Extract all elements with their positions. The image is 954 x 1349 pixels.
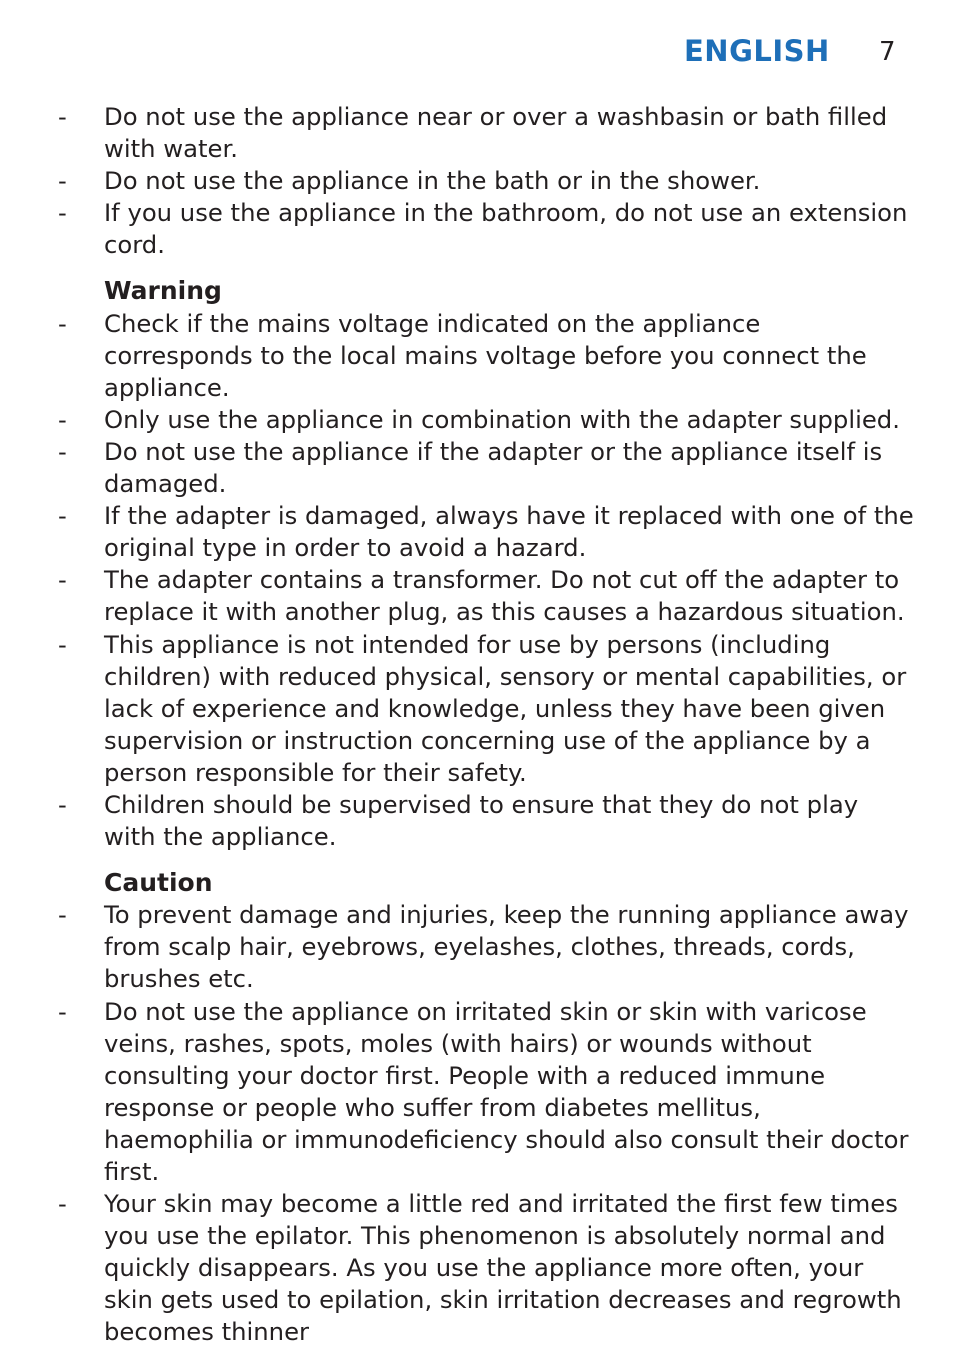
bullet-dash: - — [58, 789, 67, 819]
list-item-text: Do not use the appliance on irritated skin or skin with varicose veins, rashes, spots, moles (with hairs) or wounds without consulting your doctor first. People with a reduced immune response or people who suffer from diabetes mellitus, haemophilia or immunodeficiency should also consult their doctor first. — [104, 996, 909, 1186]
bullet-dash: - — [58, 102, 67, 131]
list-item — [0, 404, 954, 436]
list-item-text: To prevent damage and injuries, keep the running appliance away from scalp hair, eyebrows, eyelashes, clothes, threads, cords, brushes etc. — [104, 900, 909, 994]
language-heading: ENGLISH — [684, 34, 830, 68]
list-item-text: Do not use the appliance near or over a washbasin or bath filled with water. — [104, 102, 888, 164]
list-item — [0, 899, 954, 995]
bullet-dash: - — [58, 166, 67, 196]
bullet-dash: - — [58, 996, 67, 1026]
bullet-dash: - — [58, 308, 67, 338]
list-item — [0, 436, 954, 500]
section-intro — [0, 101, 954, 261]
list-item-text: Your skin may become a little red and irritated the first few times you use the epilator. This phenomenon is absolutely normal and quickly disappears. As you use the appliance more often, your skin gets used to epilation, skin irritation decreases and regrowth becomes thinner — [104, 1189, 902, 1347]
bullet-dash: - — [58, 501, 67, 531]
list-item-text: This appliance is not intended for use by persons (including children) with reduced physical, sensory or mental capabilities, or lack of experience and knowledge, unless they have been given supervision or instruction concerning use of the appliance by a person responsible for their safety. — [104, 629, 907, 787]
section-caution — [0, 867, 954, 1348]
bullet-dash: - — [58, 1189, 67, 1219]
section-title: Caution — [104, 868, 213, 898]
list-item — [0, 629, 954, 789]
list-item — [0, 308, 954, 404]
bullet-dash: - — [58, 900, 67, 930]
list-item — [0, 500, 954, 564]
bullet-dash: - — [58, 436, 67, 466]
list-item-text: Check if the mains voltage indicated on the appliance corresponds to the local mains voltage before you connect the appliance. — [104, 308, 867, 402]
list-item — [0, 564, 954, 628]
section-title: Warning — [104, 276, 222, 306]
list-item-text: If you use the appliance in the bathroom, do not use an extension cord. — [104, 198, 908, 260]
list-item — [0, 165, 954, 197]
list-item — [0, 197, 954, 261]
list-item-text: Children should be supervised to ensure that they do not play with the appliance. — [104, 789, 859, 852]
list-item-text: Do not use the appliance in the bath or in the shower. — [104, 166, 761, 196]
list-item-text: Do not use the appliance if the adapter or the appliance itself is damaged. — [104, 436, 883, 499]
section-warning — [0, 275, 954, 853]
list-item-text: If the adapter is damaged, always have it replaced with one of the original type in order to avoid a hazard. — [104, 501, 914, 563]
page-number: 7 — [879, 37, 896, 67]
bullet-dash: - — [58, 404, 67, 434]
list-item — [0, 1188, 954, 1348]
bullet-dash: - — [58, 565, 67, 595]
list-item — [0, 789, 954, 853]
list-item-text: The adapter contains a transformer. Do not cut off the adapter to replace it with another plug, as this causes a hazardous situation. — [104, 565, 905, 627]
list-item-text: Only use the appliance in combination with the adapter supplied. — [104, 404, 900, 434]
list-item — [0, 101, 954, 165]
document-body — [0, 101, 954, 1349]
bullet-dash: - — [58, 198, 67, 228]
bullet-dash: - — [58, 629, 67, 659]
list-item — [0, 996, 954, 1189]
